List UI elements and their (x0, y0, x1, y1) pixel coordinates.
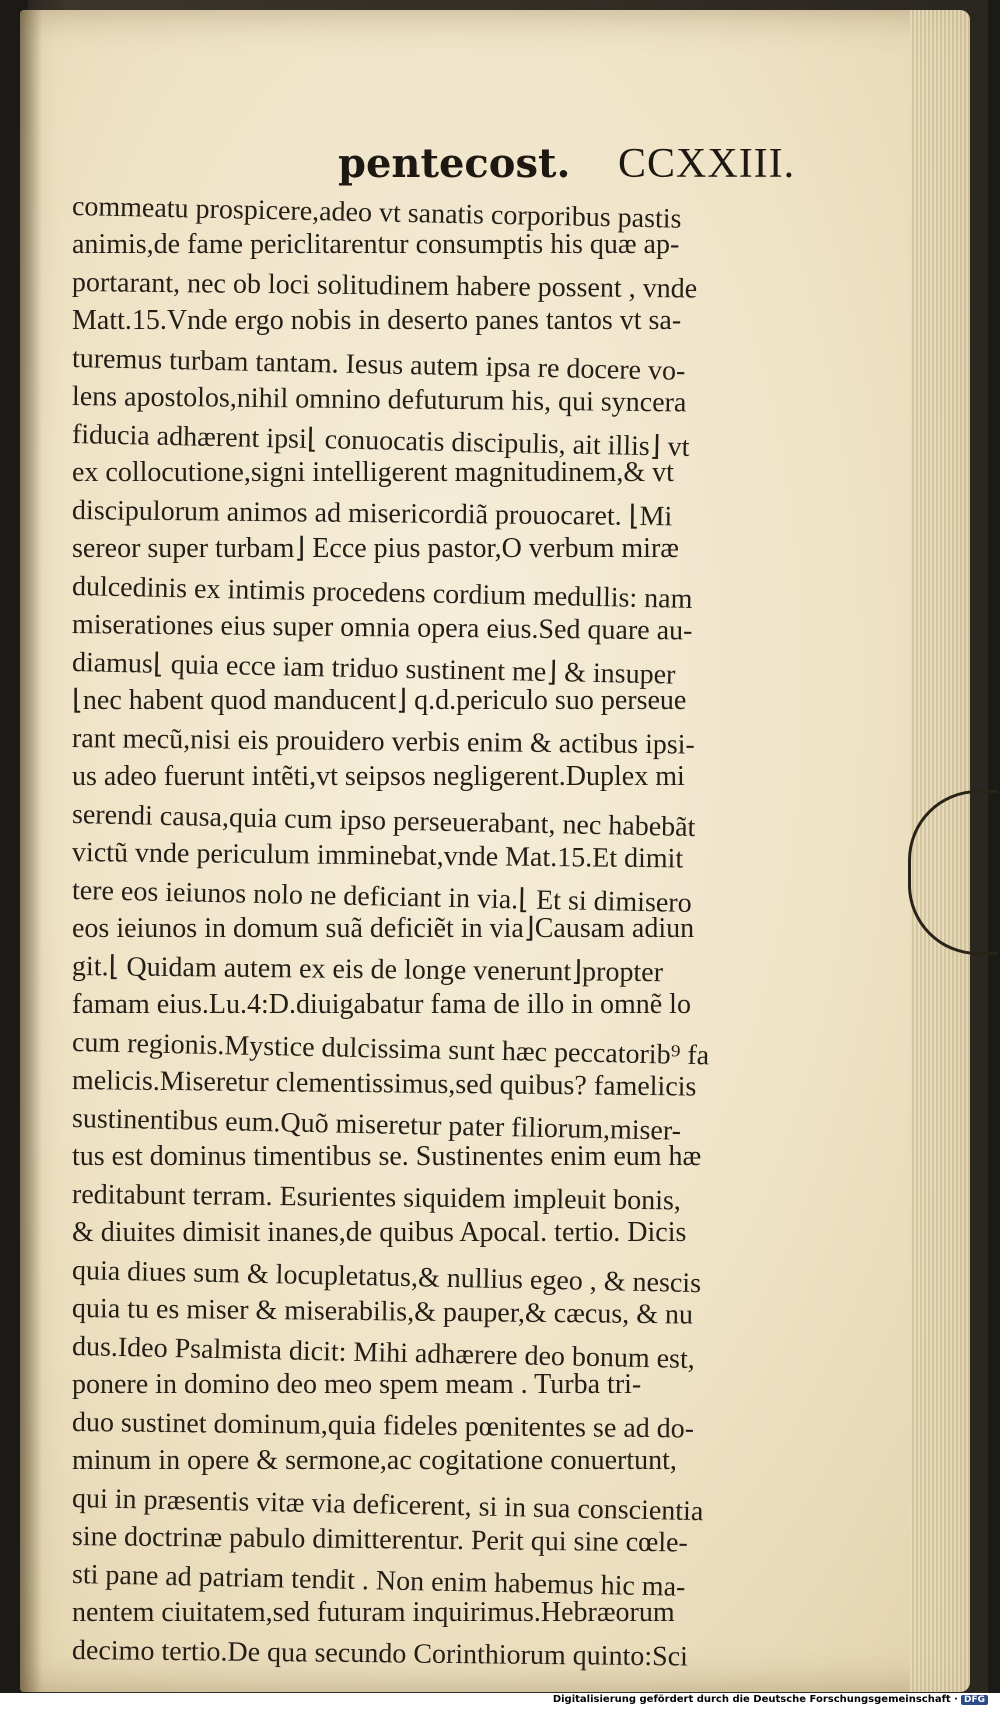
text-line: tere eos ieiunos nolo ne deficiant in via.⌊ Et si dimisero (71, 875, 692, 919)
text-line: melicis.Miseretur clementissimus,sed quibus? famelicis (71, 1065, 697, 1103)
text-line: quia diues sum & locupletatus,& nullius egeo , & nescis (71, 1255, 702, 1300)
running-head-title: pentecost. (338, 140, 571, 187)
book-page (20, 10, 970, 1692)
text-line: diamus⌊ quia ecce iam triduo sustinent me⌋ & insuper (71, 647, 676, 691)
text-line: rant mecũ,nisi eis prouidero verbis enim & actibus ipsi- (71, 723, 696, 761)
text-line: sustinentibus eum.Quõ miseretur pater filiorum,miser- (71, 1103, 682, 1147)
text-line: cum regionis.Mystice dulcissima sunt hæc peccatorib⁹ fa (71, 1027, 710, 1072)
text-line: & diuites dimisit inanes,de quibus Apocal. tertio. Dicis (72, 1217, 687, 1248)
text-line: sereor super turbam⌋ Ecce pius pastor,O verbum miræ (72, 533, 679, 564)
text-line: portarant, nec ob loci solitudinem habere possent , vnde (71, 267, 698, 305)
text-line: sti pane ad patriam tendit . Non enim habemus hic ma- (71, 1559, 686, 1603)
text-line: reditabunt terram. Esurientes siquidem impleuit bonis, (71, 1179, 682, 1217)
text-line: fiducia adhærent ipsi⌊ conuocatis discipulis, ait illis⌋ vt (71, 419, 690, 463)
text-line: victũ vnde periculum imminebat,vnde Mat.15.Et dimit (71, 837, 684, 875)
text-line: qui in præsentis vitæ via deficerent, si in sua conscientia (71, 1483, 704, 1528)
text-line: git.⌊ Quidam autem ex eis de longe venerunt⌋propter (71, 951, 664, 989)
text-line: eos ieiunos in domum suã deficiẽt in via⌋Causam adiun (72, 913, 695, 944)
text-line: ex collocutione,signi intelligerent magnitudinem,& vt (72, 457, 674, 488)
text-line: decimo tertio.De qua secundo Corinthiorum quinto:Sci (71, 1635, 689, 1673)
body-text (71, 188, 792, 1673)
text-line: minum in opere & sermone,ac cogitatione conuertunt, (72, 1445, 677, 1476)
text-line: dulcedinis ex intimis procedens cordium medullis: nam (71, 571, 693, 615)
digitization-footer (0, 1693, 1000, 1711)
text-line: us adeo fuerunt intẽti,vt seipsos negligerent.Duplex mi (72, 761, 685, 792)
text-line: famam eius.Lu.4:D.diuigabatur fama de illo in omnẽ lo (72, 989, 691, 1020)
text-line: nentem ciuitatem,sed futuram inquirimus.Hebræorum (72, 1597, 675, 1628)
folio-number: CCXXIII. (618, 141, 796, 187)
text-line: quia tu es miser & miserabilis,& pauper,& cæcus, & nu (71, 1293, 694, 1331)
text-line: dus.Ideo Psalmista dicit: Mihi adhærere deo bonum est, (71, 1331, 696, 1376)
text-line: tus est dominus timentibus se. Sustinentes enim eum hæ (72, 1141, 702, 1172)
text-line: animis,de fame periclitarentur consumptis his quæ ap- (72, 229, 680, 260)
text-line: miserationes eius super omnia opera eius.Sed quare au- (71, 609, 693, 647)
running-head (20, 140, 970, 190)
footer-credit (553, 1694, 988, 1705)
text-line: commeatu prospicere,adeo vt sanatis corporibus pastis (71, 191, 682, 235)
text-line: serendi causa,quia cum ipso perseuerabant, nec habebãt (71, 799, 696, 844)
text-line: Matt.15.Vnde ergo nobis in deserto panes tantos vt sa- (72, 305, 682, 336)
text-line: ponere in domino deo meo spem meam . Turba tri- (72, 1369, 642, 1400)
text-line: discipulorum animos ad misericordiã prouocaret. ⌊Mi (71, 495, 673, 533)
text-line: ⌊nec habent quod manducent⌋ q.d.periculo suo perseue (72, 685, 687, 716)
text-line: sine doctrinæ pabulo dimitterentur. Perit qui sine cœle- (71, 1521, 689, 1559)
text-line: duo sustinet dominum,quia fideles pœnitentes se ad do- (71, 1407, 695, 1445)
footer-credit-text: Digitalisierung gefördert durch die Deutsche Forschungsgemeinschaft · (552, 1694, 958, 1705)
text-line: turemus turbam tantam. Iesus autem ipsa re docere vo- (71, 343, 686, 387)
dfg-logo-icon: DFG (961, 1695, 988, 1705)
text-line: lens apostolos,nihil omnino defuturum his, qui syncera (71, 381, 687, 419)
